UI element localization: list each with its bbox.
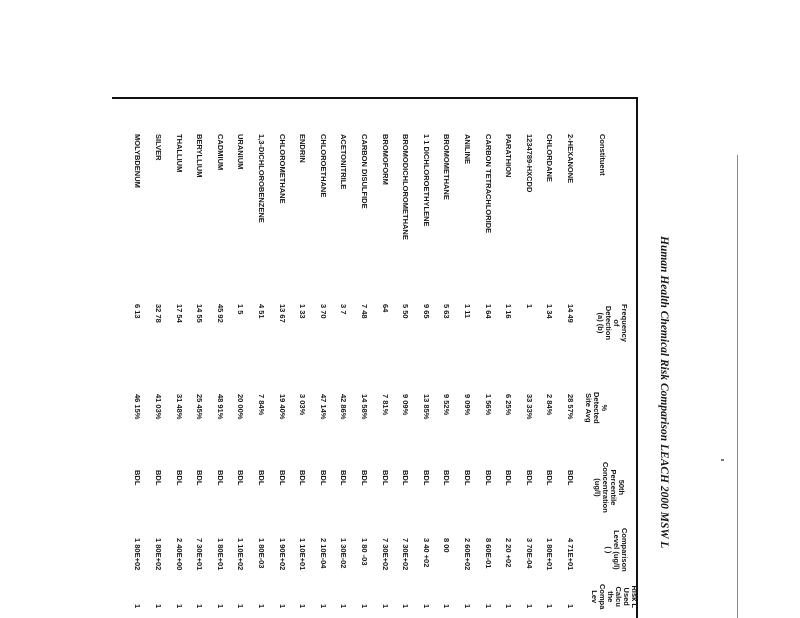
cell-risk: 1 bbox=[216, 604, 225, 609]
cell-frequency: 3 7 bbox=[339, 304, 348, 315]
cell-constituent: ENDRIN bbox=[298, 134, 307, 163]
cell-pct-site-avg: 19 40% bbox=[278, 394, 287, 420]
cell-pct-site-avg: 6 25% bbox=[504, 394, 513, 416]
cell-risk: 1 bbox=[195, 604, 204, 609]
cell-comparison: 1 30E-02 bbox=[339, 538, 348, 569]
cell-constituent: 1 1 DICHLOROETHYLENE bbox=[422, 134, 431, 227]
cell-constituent: THALLIUM bbox=[175, 134, 184, 173]
cell-percentile: BDL bbox=[381, 470, 390, 486]
cell-pct-site-avg: 2 84% bbox=[545, 394, 554, 416]
cell-constituent: BROMODICHLOROMETHANE bbox=[401, 134, 410, 240]
cell-frequency: 1 16 bbox=[504, 304, 513, 319]
column-header-line: Compa bbox=[598, 584, 607, 610]
cell-pct-site-avg: 48 91% bbox=[216, 394, 225, 420]
cell-comparison: 1 90E+02 bbox=[278, 538, 287, 571]
cell-comparison: 3 70E-04 bbox=[525, 538, 534, 569]
cell-frequency: 7 48 bbox=[360, 304, 369, 319]
cell-constituent: URANIUM bbox=[236, 134, 245, 170]
column-header-percentile bbox=[593, 462, 625, 513]
cell-frequency: 1 5 bbox=[236, 304, 245, 315]
cell-pct-site-avg: 9 09% bbox=[463, 394, 472, 416]
cell-percentile: BDL bbox=[154, 470, 163, 486]
cell-constituent: CHLORDANE bbox=[545, 134, 554, 182]
column-header-line: 50th bbox=[617, 479, 626, 496]
column-header-constituent bbox=[598, 134, 606, 176]
column-header-line: (ug/l) bbox=[593, 478, 602, 497]
header-rule bbox=[112, 97, 638, 99]
cell-constituent: BROMOMETHANE bbox=[442, 134, 451, 200]
cell-frequency: 1 33 bbox=[298, 304, 307, 319]
table-left-rule bbox=[636, 97, 638, 618]
cell-percentile: BDL bbox=[360, 470, 369, 486]
cell-percentile: BDL bbox=[216, 470, 225, 486]
cell-pct-site-avg: 41 03% bbox=[154, 394, 163, 420]
column-header-line: of bbox=[612, 319, 621, 327]
column-header-line: Concentration bbox=[601, 462, 610, 513]
cell-comparison: 2 20 +02 bbox=[504, 538, 513, 568]
cell-risk: 1 bbox=[175, 604, 184, 609]
cell-comparison: 1 10E+02 bbox=[236, 538, 245, 571]
document-title: Human Health Chemical Risk Comparison LEACH 2000 MSW L bbox=[658, 236, 670, 549]
cell-frequency: 5 63 bbox=[442, 304, 451, 319]
cell-percentile: BDL bbox=[175, 470, 184, 486]
cell-frequency: 5 50 bbox=[401, 304, 410, 319]
cell-pct-site-avg: 9 52% bbox=[442, 394, 451, 416]
cell-frequency: 13 67 bbox=[278, 304, 287, 323]
cell-risk: 1 bbox=[339, 604, 348, 609]
column-header-line: Used bbox=[622, 587, 631, 606]
cell-percentile: BDL bbox=[525, 470, 534, 486]
cell-risk: 1 bbox=[278, 604, 287, 609]
cell-frequency: 6 13 bbox=[133, 304, 142, 319]
cell-comparison: 7 30E+01 bbox=[195, 538, 204, 571]
cell-percentile: BDL bbox=[339, 470, 348, 486]
cell-constituent: MOLYBDENUM bbox=[133, 134, 142, 188]
column-header-line: Detection bbox=[604, 305, 613, 341]
column-header-line: Lev bbox=[590, 590, 599, 604]
column-header-line: % bbox=[600, 404, 609, 412]
cell-comparison: 7 30E+02 bbox=[381, 538, 390, 571]
cell-percentile: BDL bbox=[545, 470, 554, 486]
cell-pct-site-avg: 42 86% bbox=[339, 394, 348, 420]
cell-frequency: 17 54 bbox=[175, 304, 184, 323]
cell-constituent: ACETONITRILE bbox=[339, 134, 348, 190]
cell-percentile: BDL bbox=[566, 470, 575, 486]
column-header-line: (a) (b) bbox=[596, 312, 605, 334]
cell-risk: 1 bbox=[525, 604, 534, 609]
cell-comparison: 1 80 -03 bbox=[360, 538, 369, 566]
cell-frequency: 14 55 bbox=[195, 304, 204, 323]
cell-frequency: 4 51 bbox=[257, 304, 266, 319]
cell-frequency: 45 92 bbox=[216, 304, 225, 323]
cell-risk: 1 bbox=[257, 604, 266, 609]
cell-comparison: 1 80E+01 bbox=[545, 538, 554, 571]
column-header-line: the bbox=[606, 591, 615, 603]
column-header-line: Percentile bbox=[609, 469, 618, 506]
cell-percentile: BDL bbox=[463, 470, 472, 486]
cell-comparison: 2 60E+02 bbox=[463, 538, 472, 571]
cell-constituent: 1,3-DICHLOROBENZENE bbox=[257, 134, 266, 223]
cell-percentile: BDL bbox=[504, 470, 513, 486]
cell-constituent: CADMIUM bbox=[216, 134, 225, 171]
cell-comparison: 1 80E+01 bbox=[216, 538, 225, 571]
cell-pct-site-avg: 13 85% bbox=[422, 394, 431, 420]
cell-risk: 1 bbox=[154, 604, 163, 609]
cell-pct-site-avg: 7 81% bbox=[381, 394, 390, 416]
cell-constituent: CHLOROMETHANE bbox=[278, 134, 287, 204]
cell-pct-site-avg: 31 48% bbox=[175, 394, 184, 420]
cell-constituent: 1234789-HXCDD bbox=[525, 134, 534, 193]
cell-risk: 1 bbox=[381, 604, 390, 609]
cell-comparison: 8 60E-01 bbox=[484, 538, 493, 569]
cell-pct-site-avg: 1 56% bbox=[484, 394, 493, 416]
column-header-line: ( ) bbox=[604, 546, 613, 554]
cell-comparison: 3 40 +02 bbox=[422, 538, 431, 568]
cell-constituent: CARBON DISULFIDE bbox=[360, 134, 369, 209]
cell-comparison: 1 80E-03 bbox=[257, 538, 266, 569]
cell-percentile: BDL bbox=[422, 470, 431, 486]
column-header-pct_site_avg bbox=[584, 392, 608, 424]
cell-percentile: BDL bbox=[319, 470, 328, 486]
cell-risk: 1 bbox=[463, 604, 472, 609]
cell-comparison: 2 40E+00 bbox=[175, 538, 184, 571]
cell-percentile: BDL bbox=[278, 470, 287, 486]
column-header-line: Frequency bbox=[620, 304, 629, 342]
cell-constituent: CARBON TETRACHLORIDE bbox=[484, 134, 493, 234]
cell-percentile: BDL bbox=[236, 470, 245, 486]
cell-risk: 1 bbox=[319, 604, 328, 609]
cell-frequency: 32 78 bbox=[154, 304, 163, 323]
cell-pct-site-avg: 47 14% bbox=[319, 394, 328, 420]
column-header-frequency bbox=[596, 304, 628, 342]
cell-percentile: BDL bbox=[442, 470, 451, 486]
cell-constituent: SILVER bbox=[154, 134, 163, 161]
column-header-risk bbox=[590, 584, 638, 609]
cell-frequency: 1 34 bbox=[545, 304, 554, 319]
cell-comparison: 1 80E+02 bbox=[154, 538, 163, 571]
column-header-line: Constituent bbox=[598, 134, 607, 176]
column-header-line: Risk L bbox=[630, 585, 639, 608]
cell-comparison: 8 00 bbox=[442, 538, 451, 553]
scan-speck bbox=[721, 459, 724, 461]
cell-pct-site-avg: 33 33% bbox=[525, 394, 534, 420]
cell-pct-site-avg: 9 09% bbox=[401, 394, 410, 416]
cell-constituent: 2-HEXANONE bbox=[566, 134, 575, 184]
cell-risk: 1 bbox=[545, 604, 554, 609]
cell-constituent: BERYLLIUM bbox=[195, 134, 204, 178]
cell-constituent: PARATHION bbox=[504, 134, 513, 178]
cell-risk: 1 bbox=[422, 604, 431, 609]
cell-pct-site-avg: 20 00% bbox=[236, 394, 245, 420]
cell-percentile: BDL bbox=[298, 470, 307, 486]
column-header-line: Comparison bbox=[620, 528, 629, 572]
column-header-line: Calcu bbox=[614, 586, 623, 607]
page-edge-line bbox=[737, 155, 738, 618]
cell-frequency: 14 49 bbox=[566, 304, 575, 323]
cell-comparison: 7 30E+02 bbox=[401, 538, 410, 571]
cell-pct-site-avg: 7 84% bbox=[257, 394, 266, 416]
cell-pct-site-avg: 25 45% bbox=[195, 394, 204, 420]
cell-risk: 1 bbox=[360, 604, 369, 609]
cell-risk: 1 bbox=[401, 604, 410, 609]
cell-frequency: 64 bbox=[381, 304, 390, 313]
cell-constituent: BROMOFORM bbox=[381, 134, 390, 185]
cell-frequency: 9 65 bbox=[422, 304, 431, 319]
cell-frequency: 1 bbox=[525, 304, 534, 309]
column-header-line: Detected bbox=[592, 392, 601, 424]
column-header-line: Site Avg bbox=[584, 393, 593, 423]
cell-pct-site-avg: 28 57% bbox=[566, 394, 575, 420]
cell-risk: 1 bbox=[484, 604, 493, 609]
cell-frequency: 1 11 bbox=[463, 304, 472, 319]
column-header-line: Level (ug/l) bbox=[612, 530, 621, 570]
column-header-comparison bbox=[604, 528, 628, 572]
cell-risk: 1 bbox=[298, 604, 307, 609]
cell-percentile: BDL bbox=[195, 470, 204, 486]
cell-percentile: BDL bbox=[401, 470, 410, 486]
cell-frequency: 3 70 bbox=[319, 304, 328, 319]
cell-constituent: ANILINE bbox=[463, 134, 472, 164]
cell-frequency: 1 64 bbox=[484, 304, 493, 319]
cell-risk: 1 bbox=[504, 604, 513, 609]
cell-percentile: BDL bbox=[257, 470, 266, 486]
cell-risk: 1 bbox=[566, 604, 575, 609]
cell-risk: 1 bbox=[236, 604, 245, 609]
cell-pct-site-avg: 3 03% bbox=[298, 394, 307, 416]
cell-percentile: BDL bbox=[133, 470, 142, 486]
cell-comparison: 1 10E+01 bbox=[298, 538, 307, 571]
cell-risk: 1 bbox=[442, 604, 451, 609]
cell-comparison: 4 71E+01 bbox=[566, 538, 575, 571]
cell-pct-site-avg: 46 15% bbox=[133, 394, 142, 420]
cell-risk: 1 bbox=[133, 604, 142, 609]
cell-pct-site-avg: 14 58% bbox=[360, 394, 369, 420]
cell-percentile: BDL bbox=[484, 470, 493, 486]
cell-comparison: 2 10E-04 bbox=[319, 538, 328, 569]
cell-constituent: CHLOROETHANE bbox=[319, 134, 328, 198]
cell-comparison: 1 80E+02 bbox=[133, 538, 142, 571]
